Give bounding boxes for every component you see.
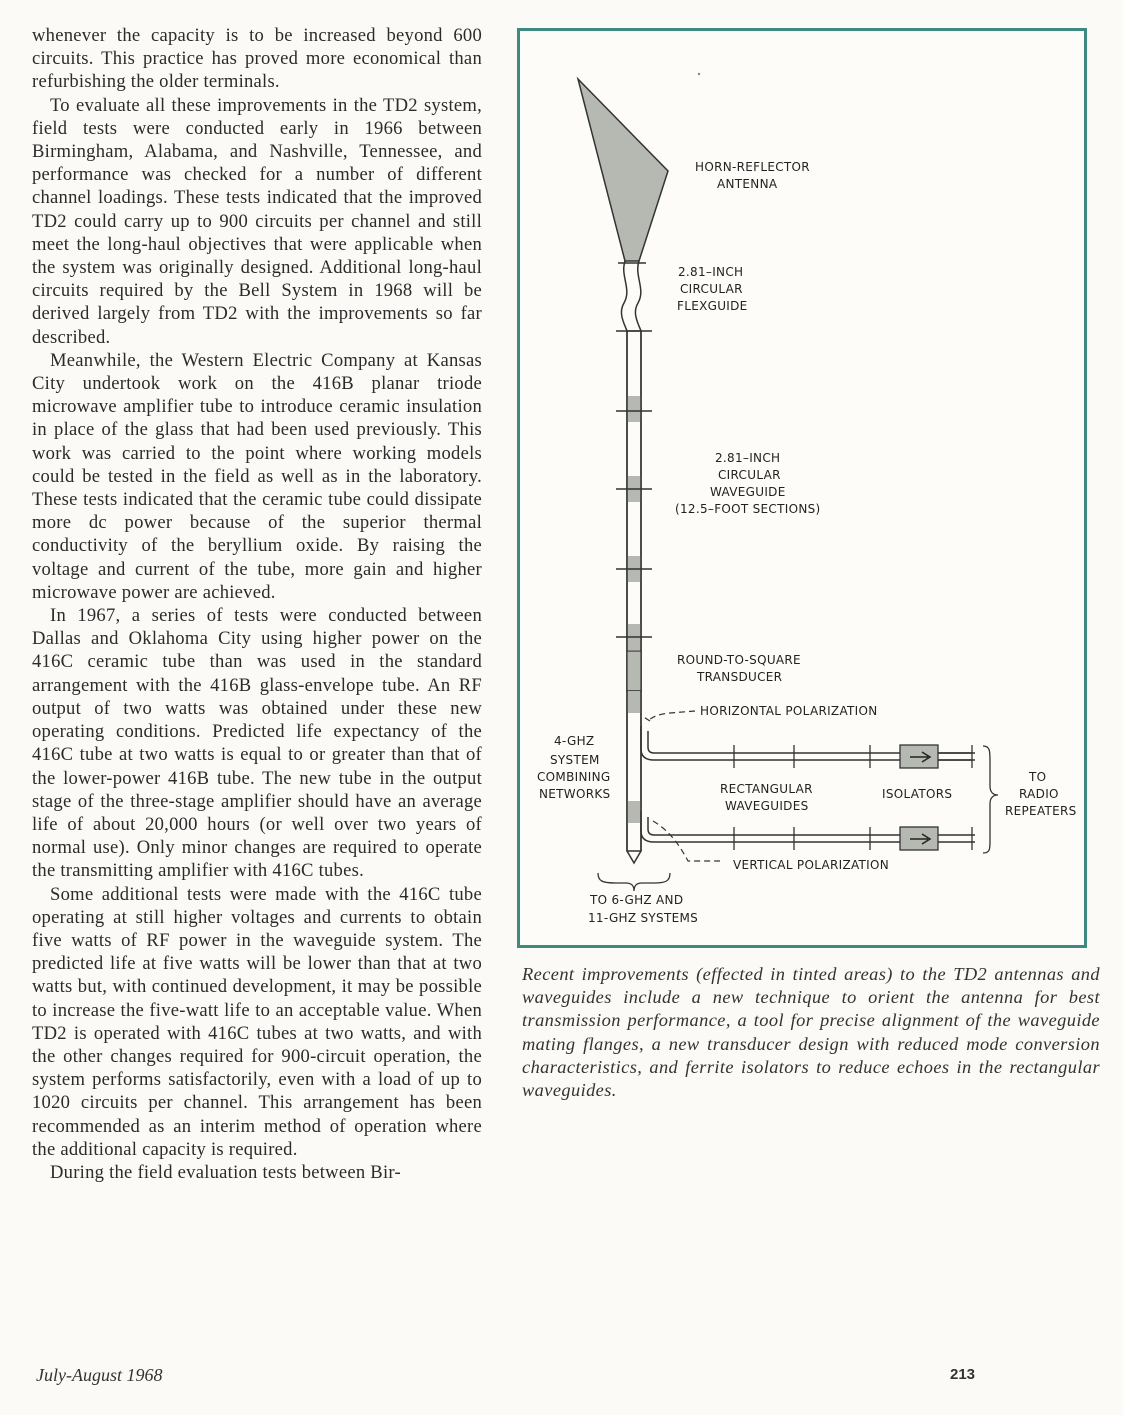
transducer-label-1: ROUND-TO-SQUARE xyxy=(677,653,801,667)
flexguide-right-wall xyxy=(635,261,641,331)
transducer-body xyxy=(627,651,641,691)
isolators-label: ISOLATORS xyxy=(882,787,953,801)
figure-caption: Recent improvements (effected in tinted areas) to the TD2 antennas and waveguides include a new technique to orient the antenna for best transmission performance, a tool for precise alignment of the waveguide mating flanges, a new transducer design with reduced mode conversion characteristics, and ferrite isolators to reduce echoes in the rectangular waveguides. xyxy=(522,964,1100,1101)
flexguide-label-3: FLEXGUIDE xyxy=(677,299,748,313)
transducer-label-2: TRANSDUCER xyxy=(697,670,783,684)
radio-label-1: TO xyxy=(1029,770,1047,784)
horn-label-1: HORN-REFLECTOR xyxy=(695,160,810,174)
waveguide-system-figure xyxy=(517,28,1087,948)
lower-systems-brace xyxy=(598,873,670,891)
paragraph-4: In 1967, a series of tests were conducted between Dallas and Oklahoma City using higher power on the 416C ceramic tube than was used in the standard arrangement with the 416B glass-envelope tube. An RF output of two watts was obtained under these new operating conditions. Predicted life expectancy of the 416C tube at two watts is equal to or greater than that of the lower-power 416B tube. The new tube in the output stage of the three-stage amplifier should have an average life of about 20,000 hours (or well over two years of normal use). Only minor changes are required to operate the transmitting amplifier with 416C tubes. xyxy=(32,605,482,882)
networks-label-2: SYSTEM xyxy=(550,753,600,767)
other-systems-label-1: TO 6-GHZ AND xyxy=(590,893,684,907)
flexguide-label-2: CIRCULAR xyxy=(680,282,743,296)
paragraph-6: During the field evaluation tests between Bir- xyxy=(50,1161,401,1183)
paragraph-3: Meanwhile, the Western Electric Company at Kansas City undertook work on the 416B planar triode microwave amplifier tube to introduce ceramic insulation in place of the glass that had been used previously. This work was carried to the point where working models could be tested in the field as well as in the laboratory. These tests indicated that the ceramic tube could dissipate more dc power because of the superior thermal conductivity of the beryllium oxide. By raising the voltage and current of the tube, more gain and higher microwave power are achieved. xyxy=(32,349,482,603)
vertical-polarization-label: VERTICAL POLARIZATION xyxy=(733,858,890,872)
radio-label-2: RADIO xyxy=(1019,787,1059,801)
paragraph-2: To evaluate all these improvements in the TD2 system, field tests were conducted early in 1966 between Birmingham, Alabama, and Nashville, Tennessee, and performance was checked for a number of different channel loadings. These tests indicated that the improved TD2 could carry up to 900 circuits per channel and still meet the long-haul objectives that were applicable when the system was originally designed. Additional long-haul circuits required by the Bell System in 1968 will be derived largely from TD2 with the improvements so far described. xyxy=(32,94,482,348)
paragraph-1: whenever the capacity is to be increased beyond 600 circuits. This practice has proved more economical than refurbishing the older terminals. xyxy=(32,25,482,93)
horizontal-polarization-leader xyxy=(642,711,695,721)
radio-repeaters-brace xyxy=(983,746,998,853)
issue-date: July-August 1968 xyxy=(36,1365,163,1385)
networks-label-3: COMBINING xyxy=(537,770,611,784)
rectangular-label-2: WAVEGUIDES xyxy=(725,799,809,813)
flexguide-left-wall xyxy=(621,261,627,331)
waveguide-label-1: 2.81–INCH xyxy=(715,451,781,465)
networks-label-4: NETWORKS xyxy=(539,787,611,801)
horizontal-polarization-label: HORIZONTAL POLARIZATION xyxy=(700,704,878,718)
waveguide-label-3: WAVEGUIDE xyxy=(710,485,786,499)
rectangular-label-1: RECTANGULAR xyxy=(720,782,813,796)
flexguide-label-1: 2.81–INCH xyxy=(678,265,744,279)
waveguide-label-4: (12.5–FOOT SECTIONS) xyxy=(675,502,821,516)
paragraph-5: Some additional tests were made with the 416C tube operating at still higher voltages and currents to obtain five watts of RF power in the waveguide system. The predicted life at five watts will be lower than that at two watts but, with continued development, it may be possible to increase the five-watt life to an acceptable value. When TD2 is operated with 416C tubes at two watts, and with the other changes required for 900-circuit operation, the system performs satisfactorily, even with a load of up to 1020 circuits per channel. This arrangement has been recommended as an interim method of operation where the additional capacity is required. xyxy=(32,883,482,1160)
waveguide-diagram xyxy=(520,31,1090,951)
networks-label-1: 4-GHZ xyxy=(554,734,595,748)
article-body-column xyxy=(32,24,482,1184)
horn-reflector-antenna-shape xyxy=(578,79,668,261)
waveguide-label-2: CIRCULAR xyxy=(718,468,781,482)
horn-label-2: ANTENNA xyxy=(717,177,778,191)
radio-label-3: REPEATERS xyxy=(1005,804,1077,818)
page-number: 213 xyxy=(950,1366,976,1383)
vertical-polarization-leader xyxy=(653,821,720,861)
other-systems-label-2: 11-GHZ SYSTEMS xyxy=(588,911,699,925)
